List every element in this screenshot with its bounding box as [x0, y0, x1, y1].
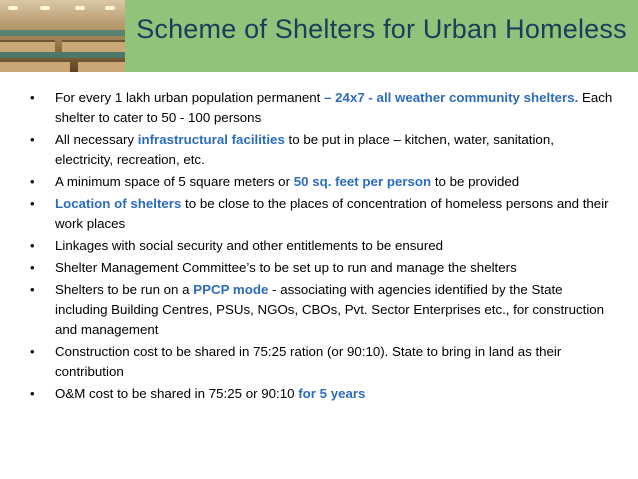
bunk-row	[0, 52, 125, 58]
bullet-item	[0, 130, 638, 170]
bullet-dot-icon: •	[30, 174, 35, 189]
bullet-text: Each shelter to cater to 50 - 100 persons	[55, 90, 613, 125]
ceiling-light	[105, 6, 115, 10]
bullet-dot-icon: •	[30, 282, 35, 297]
bullet-item	[0, 258, 638, 278]
highlighted-text: infrastructural facilities	[137, 132, 285, 147]
slide-content	[0, 88, 638, 473]
highlighted-text: – 24x7 - all weather community shelters.	[324, 90, 579, 105]
bullet-dot-icon: •	[30, 132, 35, 147]
ceiling-light	[75, 6, 85, 10]
bullet-dot-icon: •	[30, 386, 35, 401]
bunk-bed	[0, 40, 55, 52]
bullet-text: to be provided	[431, 174, 520, 189]
ceiling-light	[8, 6, 18, 10]
bullet-item	[0, 236, 638, 256]
bullet-text: All necessary	[55, 132, 138, 147]
bullet-text: Shelters to be run on a	[55, 282, 194, 297]
bullet-text: - associating with agencies identified by the State including Building Centres, PSUs, NGOs, CBOs, Pvt. Sector Enterprises etc., for construction and management	[55, 282, 605, 337]
bullet-text: Shelter Management Committee’s to be set up to run and manage the shelters	[55, 260, 517, 275]
bullet-text: to be close to the places of concentration of homeless persons and their work places	[55, 196, 609, 231]
bullet-text: to be put in place – kitchen, water, sanitation, electricity, recreation, etc.	[55, 132, 554, 167]
title-bar	[125, 0, 638, 72]
bullet-item	[0, 88, 638, 128]
bullet-dot-icon: •	[30, 90, 35, 105]
bullet-dot-icon: •	[30, 238, 35, 253]
shelter-photo	[0, 0, 125, 72]
bunk-bed	[78, 60, 125, 72]
highlighted-text: Location of shelters	[55, 196, 182, 211]
bullet-list	[0, 88, 638, 404]
bullet-dot-icon: •	[30, 260, 35, 275]
bullet-item	[0, 342, 638, 382]
slide-title: Scheme of Shelters for Urban Homeless	[136, 14, 627, 44]
bullet-text: Linkages with social security and other entitlements to be ensured	[55, 238, 444, 253]
bullet-item	[0, 280, 638, 340]
bullet-dot-icon: •	[30, 344, 35, 359]
bullet-text: Construction cost to be shared in 75:25 ration (or 90:10). State to bring in land as their contribution	[55, 344, 562, 379]
bullet-item	[0, 194, 638, 234]
ceiling-light	[40, 6, 50, 10]
highlighted-text: for 5 years	[298, 386, 366, 401]
bullet-text: For every 1 lakh urban population permanent	[55, 90, 325, 105]
bullet-dot-icon: •	[30, 196, 35, 211]
bullet-text: O&M cost to be shared in 75:25 or 90:10	[55, 386, 299, 401]
bullet-item	[0, 172, 638, 192]
bunk-row	[0, 30, 125, 36]
bunk-bed	[62, 40, 125, 52]
bullet-item	[0, 384, 638, 404]
bullet-text: A minimum space of 5 square meters or	[55, 174, 294, 189]
bunk-bed	[0, 60, 70, 72]
highlighted-text: PPCP mode	[193, 282, 269, 297]
highlighted-text: 50 sq. feet per person	[293, 174, 432, 189]
